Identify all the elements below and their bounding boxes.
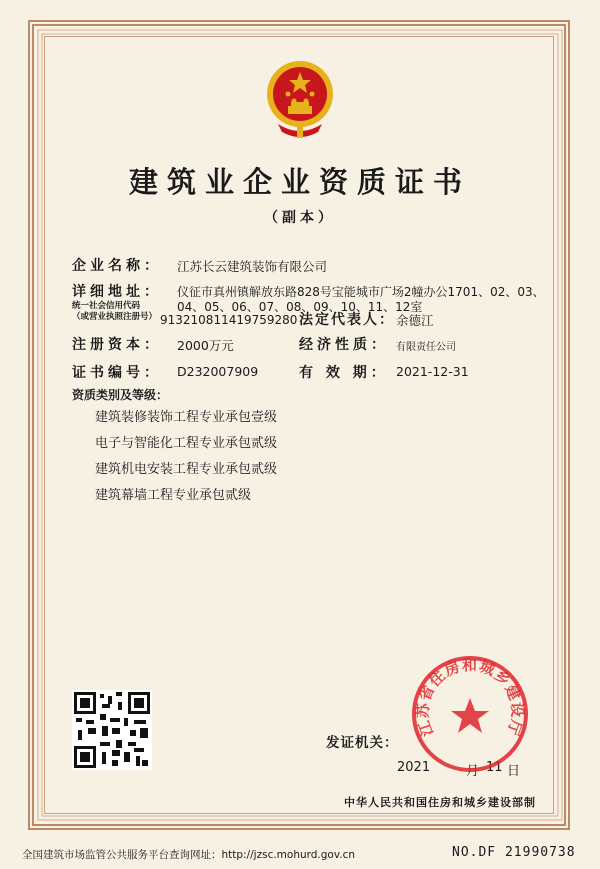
qualification-item: 建筑装修装饰工程专业承包壹级: [95, 410, 278, 425]
qualifications-label: 资质类别及等级：: [72, 388, 169, 402]
credit-code-value: 913210811419759280: [160, 313, 298, 327]
issue-month-char: 月: [466, 764, 480, 779]
valid-label: 有 效 期：: [299, 365, 389, 381]
official-seal-icon: [410, 654, 530, 774]
qualification-item: 建筑机电安装工程专业承包贰级: [95, 462, 278, 477]
address-value-line1: 仪征市真州镇解放东路828号宝能城市广场2幢办公1701、02、03、: [177, 285, 545, 299]
capital-label: 注册资本：: [72, 337, 162, 353]
ministry-name: 中华人民共和国住房和城乡建设部制: [344, 796, 536, 809]
certificate-subtitle: （副本）: [264, 210, 336, 226]
company-name-value: 江苏长云建筑装饰有限公司: [177, 259, 328, 274]
valid-value: 2021-12-31: [396, 364, 469, 379]
qualification-item: 电子与智能化工程专业承包贰级: [95, 436, 278, 451]
economic-type-label: 经济性质：: [299, 337, 389, 353]
cert-no-value: D232007909: [177, 364, 259, 379]
certificate-title: 建筑业企业资质证书: [128, 165, 471, 199]
seal-text: 江苏省住房和城乡建设厅: [413, 656, 527, 739]
issue-day-char: 日: [507, 764, 521, 779]
legal-rep-value: 余德江: [396, 313, 434, 328]
svg-text:江苏省住房和城乡建设厅: [414, 656, 527, 739]
national-emblem-icon: [264, 58, 336, 140]
cert-no-label: 证书编号：: [72, 365, 162, 381]
query-url-text: 全国建筑市场监管公共服务平台查询网址：http://jzsc.mohurd.gov.cn: [22, 849, 356, 861]
economic-type-value: 有限责任公司: [396, 342, 456, 353]
issuer-label: 发证机关：: [326, 735, 399, 751]
credit-code-label-line1: 统一社会信用代码: [72, 301, 141, 311]
qr-code-icon: [72, 690, 152, 770]
credit-code-label-line2: （或营业执照注册号）: [72, 312, 158, 322]
serial-number: NO.DF 21990738: [452, 845, 576, 860]
address-value-line2: 04、05、06、07、08、09、10、11、12室: [177, 300, 423, 314]
address-label: 详细地址：: [72, 284, 162, 300]
company-name-label: 企业名称：: [72, 258, 162, 274]
qualification-item: 建筑幕墙工程专业承包贰级: [95, 488, 252, 503]
issue-day: 11: [486, 760, 503, 775]
legal-rep-label: 法定代表人：: [299, 312, 395, 328]
issue-year: 2021: [397, 760, 431, 775]
capital-value: 2000万元: [177, 338, 234, 353]
